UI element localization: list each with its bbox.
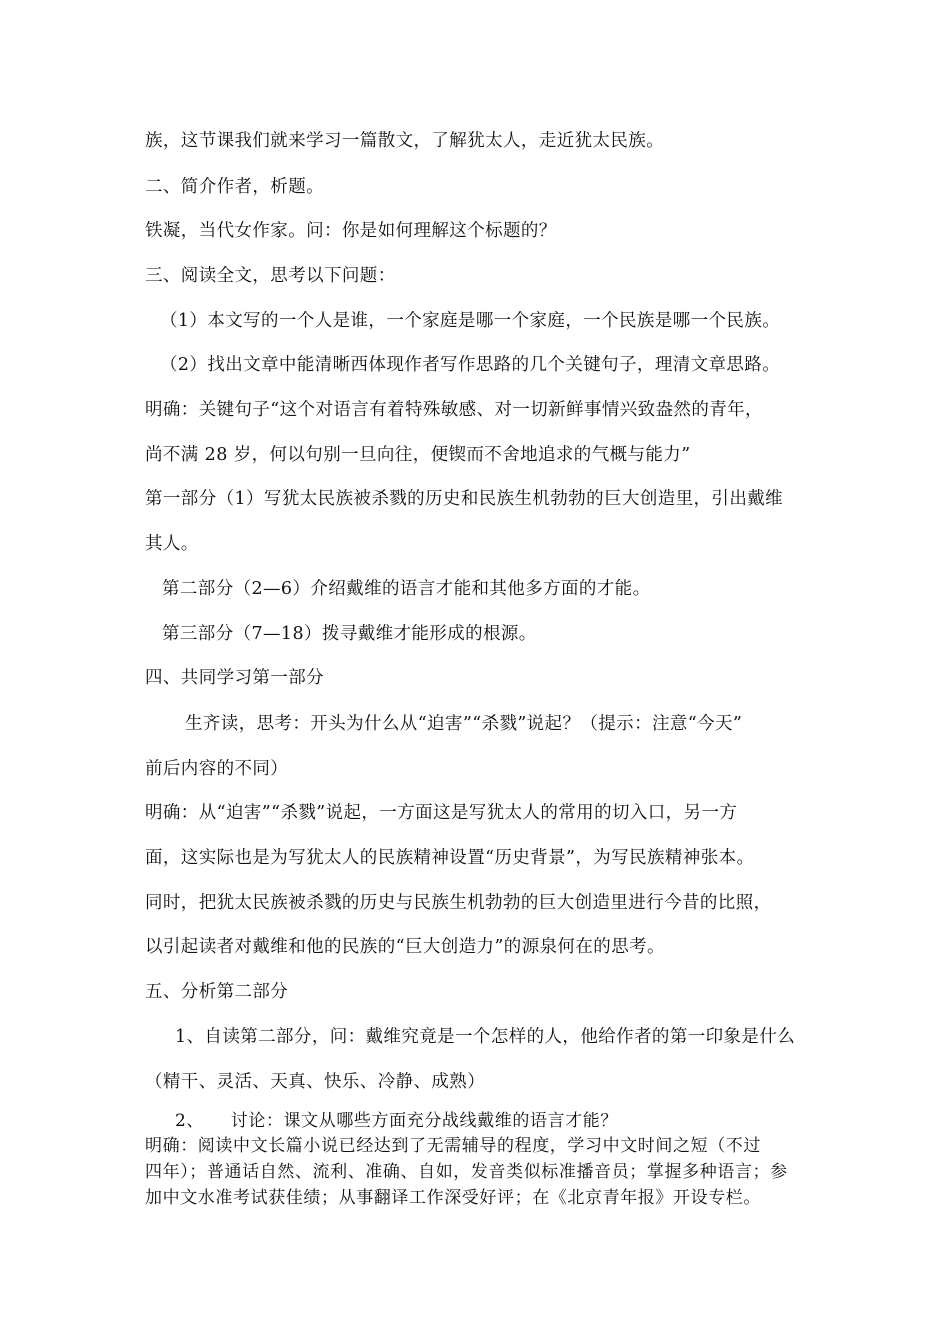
text-line-answer-1: 明确：关键句子“这个对语言有着特殊敏感、对一切新鲜事情兴致盎然的青年， (145, 400, 763, 420)
text-line-language-1: 明确：阅读中文长篇小说已经达到了无需辅导的程度，学习中文时间之短（不过 (145, 1136, 761, 1156)
text-line-self-read: 1、自读第二部分，问：戴维究竟是一个怎样的人，他给作者的第一印象是什么 (175, 1027, 796, 1047)
text-line-clarify-3: 同时，把犹太民族被杀戮的历史与民族生机勃勃的巨大创造里进行今昔的比照， (145, 893, 772, 913)
question-1: （1）本文写的一个人是谁，一个家庭是哪一个家庭，一个民族是哪一个民族。 (160, 311, 781, 331)
section-heading-part-2: 五、分析第二部分 (145, 982, 289, 1002)
section-heading-author: 二、简介作者，析题。 (145, 177, 324, 197)
section-heading-read: 三、阅读全文，思考以下问题： (145, 266, 396, 286)
text-line-language-2: 四年）；普通话自然、流利、准确、自如，发音类似标准播音员；掌握多种语言；参 (145, 1162, 788, 1182)
section-heading-part-1: 四、共同学习第一部分 (145, 668, 324, 688)
text-line-traits: （精干、灵活、天真、快乐、冷静、成熟） (145, 1072, 486, 1092)
text-line-discussion: 2、 讨论：课文从哪些方面充分战线戴维的语言才能？ (175, 1111, 618, 1131)
text-line-read-question: 生齐读，思考：开头为什么从“迫害”“杀戮”说起？（提示：注意“今天” (185, 714, 743, 734)
text-line-author: 铁凝，当代女作家。问：你是如何理解这个标题的？ (145, 221, 557, 241)
text-line-intro-end: 族，这节课我们就来学习一篇散文，了解犹太人，走近犹太民族。 (145, 131, 665, 151)
text-line-clarify-1: 明确：从“迫害”“杀戮”说起，一方面这是写犹太人的常用的切入口，另一方 (145, 803, 738, 823)
question-2: （2）找出文章中能清晰西体现作者写作思路的几个关键句子，理清文章思路。 (160, 355, 781, 375)
text-line-language-3: 加中文水准考试获佳绩；从事翻译工作深受好评；在《北京青年报》开设专栏。 (145, 1188, 761, 1208)
text-line-part-1-end: 其人。 (145, 534, 199, 554)
text-line-clarify-4: 以引起读者对戴维和他的民族的“巨大创造力”的源泉何在的思考。 (145, 937, 665, 957)
text-line-part-1: 第一部分（1）写犹太民族被杀戮的历史和民族生机勃勃的巨大创造里，引出戴维 (145, 489, 784, 509)
text-line-clarify-2: 面，这实际也是为写犹太人的民族精神设置“历史背景”，为写民族精神张本。 (145, 848, 755, 868)
text-line-read-question-end: 前后内容的不同） (145, 759, 289, 779)
text-line-part-3: 第三部分（7—18）拨寻戴维才能形成的根源。 (162, 624, 537, 644)
text-line-part-2: 第二部分（2—6）介绍戴维的语言才能和其他多方面的才能。 (162, 579, 651, 599)
text-line-answer-2: 尚不满 28 岁，何以句别一旦向往，便锲而不舍地追求的气概与能力” (145, 445, 691, 465)
